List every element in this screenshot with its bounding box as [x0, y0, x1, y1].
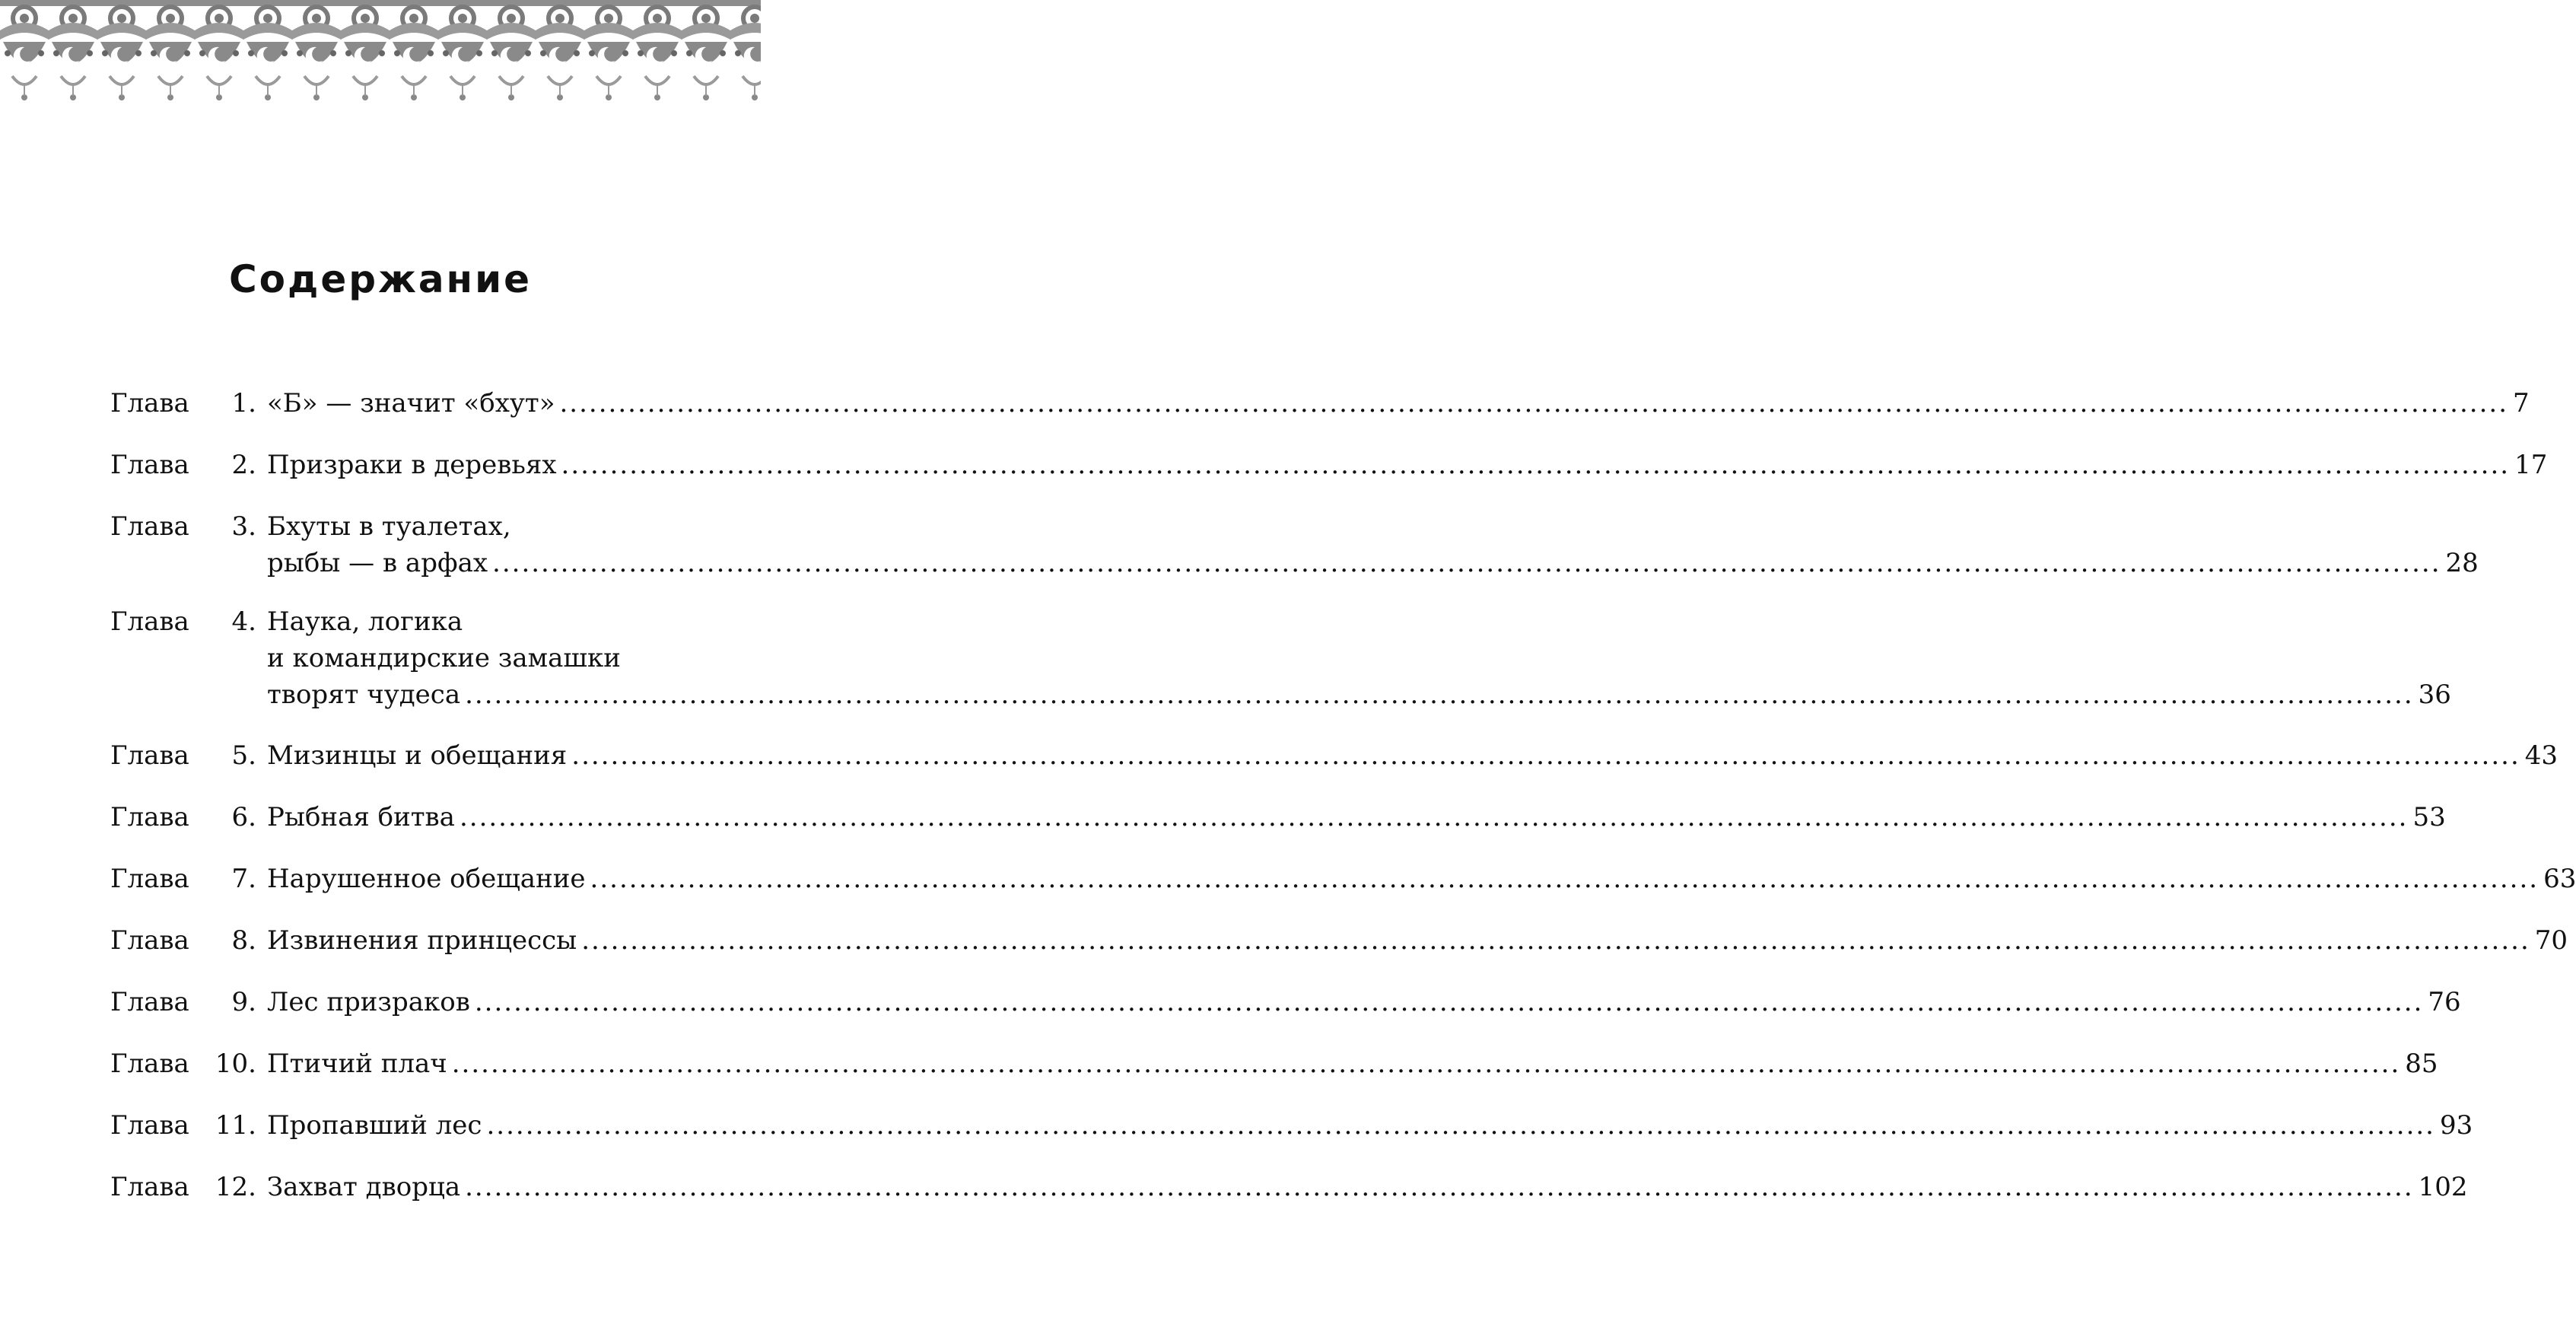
chapter-number: 12.	[215, 1172, 256, 1202]
toc-entry[interactable]	[110, 1168, 2468, 1206]
chapter-number: 8.	[231, 925, 256, 956]
chapter-number: 4.	[231, 606, 256, 637]
page-number: 43	[2524, 740, 2559, 771]
chapter-title-block	[267, 508, 2479, 581]
toc-entry[interactable]	[110, 983, 2461, 1021]
toc-entry[interactable]	[110, 921, 2568, 960]
chapter-number: 9.	[231, 987, 256, 1017]
page-title: Содержание	[228, 257, 533, 301]
dot-leader: ........................................................................................................................................................................................................	[486, 1110, 2435, 1141]
chapter-title-line: Пропавший лес	[267, 1110, 482, 1141]
chapter-title-line: Лес призраков	[267, 987, 470, 1017]
toc-entry[interactable]	[110, 860, 2576, 898]
page-number: 102	[2418, 1172, 2468, 1202]
chapter-title-block	[267, 799, 2446, 836]
chapter-label: Глава	[110, 1049, 189, 1079]
dot-leader: ........................................................................................................................................................................................................	[465, 680, 2414, 710]
chapter-label: Глава	[110, 987, 189, 1017]
chapter-title-line: рыбы — в арфах	[267, 548, 488, 578]
page-number: 7	[2513, 388, 2530, 419]
chapter-number: 10.	[215, 1049, 256, 1079]
chapter-label: Глава	[110, 925, 189, 956]
chapter-label: Глава	[110, 802, 189, 832]
chapter-title-block	[267, 1107, 2473, 1144]
chapter-label: Глава	[110, 864, 189, 894]
chapter-title-block	[267, 1046, 2438, 1082]
page-number: 17	[2514, 450, 2548, 480]
chapter-title-line: Извинения принцессы	[267, 925, 577, 956]
chapter-title-line: Мизинцы и обещания	[267, 740, 568, 771]
chapter-title-line: Нарушенное обещание	[267, 864, 586, 894]
page-number: 28	[2445, 548, 2479, 578]
dot-leader: ........................................................................................................................................................................................................	[492, 548, 2441, 578]
chapter-label: Глава	[110, 740, 189, 771]
dot-leader: ........................................................................................................................................................................................................	[590, 864, 2539, 894]
chapter-number: 2.	[231, 450, 256, 480]
page-number: 70	[2534, 925, 2568, 956]
chapter-number: 11.	[215, 1110, 256, 1141]
page-number: 36	[2418, 680, 2451, 710]
chapter-label: Глава	[110, 388, 189, 419]
chapter-title-block	[267, 603, 2451, 713]
dot-leader: ........................................................................................................................................................................................................	[451, 1049, 2401, 1079]
chapter-title-block	[267, 385, 2530, 422]
chapter-label: Глава	[110, 511, 189, 542]
chapter-number: 3.	[231, 511, 256, 542]
toc-entry[interactable]	[110, 603, 2451, 713]
toc-entry[interactable]	[110, 384, 2530, 422]
chapter-label: Глава	[110, 606, 189, 637]
page-number: 93	[2440, 1110, 2473, 1141]
toc-entry[interactable]	[110, 1045, 2438, 1083]
chapter-title-line: «Б» — значит «бхут»	[267, 388, 555, 419]
chapter-title-line: Захват дворца	[267, 1172, 461, 1202]
chapter-number: 6.	[231, 802, 256, 832]
page-number: 63	[2543, 864, 2576, 894]
chapter-title-block	[267, 1169, 2468, 1205]
chapter-title-line: Бхуты в туалетах,	[267, 511, 511, 542]
toc-entry[interactable]	[110, 508, 2479, 581]
chapter-title-block	[267, 922, 2568, 959]
toc-entry[interactable]	[110, 798, 2446, 836]
chapter-title-line: и командирские замашки	[267, 643, 621, 673]
dot-leader: ........................................................................................................................................................................................................	[561, 450, 2511, 480]
page-number: 53	[2412, 802, 2446, 832]
toc-entry[interactable]	[110, 446, 2548, 484]
chapter-title-block	[267, 447, 2548, 483]
chapter-label: Глава	[110, 1110, 189, 1141]
page-number: 85	[2405, 1049, 2438, 1079]
dot-leader: ........................................................................................................................................................................................................	[559, 388, 2509, 419]
chapter-title-line: творят чудеса	[267, 680, 461, 710]
chapter-title-line: Призраки в деревьях	[267, 450, 557, 480]
chapter-number: 1.	[231, 388, 256, 419]
chapter-title-block	[267, 984, 2461, 1020]
table-of-contents	[110, 384, 2576, 1206]
decorative-lace-border	[0, 0, 761, 114]
toc-entry[interactable]	[110, 737, 2559, 775]
dot-leader: ........................................................................................................................................................................................................	[581, 925, 2530, 956]
chapter-number: 5.	[231, 740, 256, 771]
dot-leader: ........................................................................................................................................................................................................	[571, 740, 2520, 771]
toc-entry[interactable]	[110, 1106, 2473, 1144]
dot-leader: ........................................................................................................................................................................................................	[459, 802, 2409, 832]
chapter-label: Глава	[110, 1172, 189, 1202]
chapter-title-block	[267, 861, 2576, 897]
chapter-number: 7.	[231, 864, 256, 894]
dot-leader: ........................................................................................................................................................................................................	[465, 1172, 2414, 1202]
chapter-title-block	[267, 737, 2559, 774]
chapter-title-line: Наука, логика	[267, 606, 463, 637]
page-number: 76	[2428, 987, 2461, 1017]
dot-leader: ........................................................................................................................................................................................................	[474, 987, 2424, 1017]
chapter-title-line: Рыбная битва	[267, 802, 455, 832]
chapter-label: Глава	[110, 450, 189, 480]
chapter-title-line: Птичий плач	[267, 1049, 447, 1079]
